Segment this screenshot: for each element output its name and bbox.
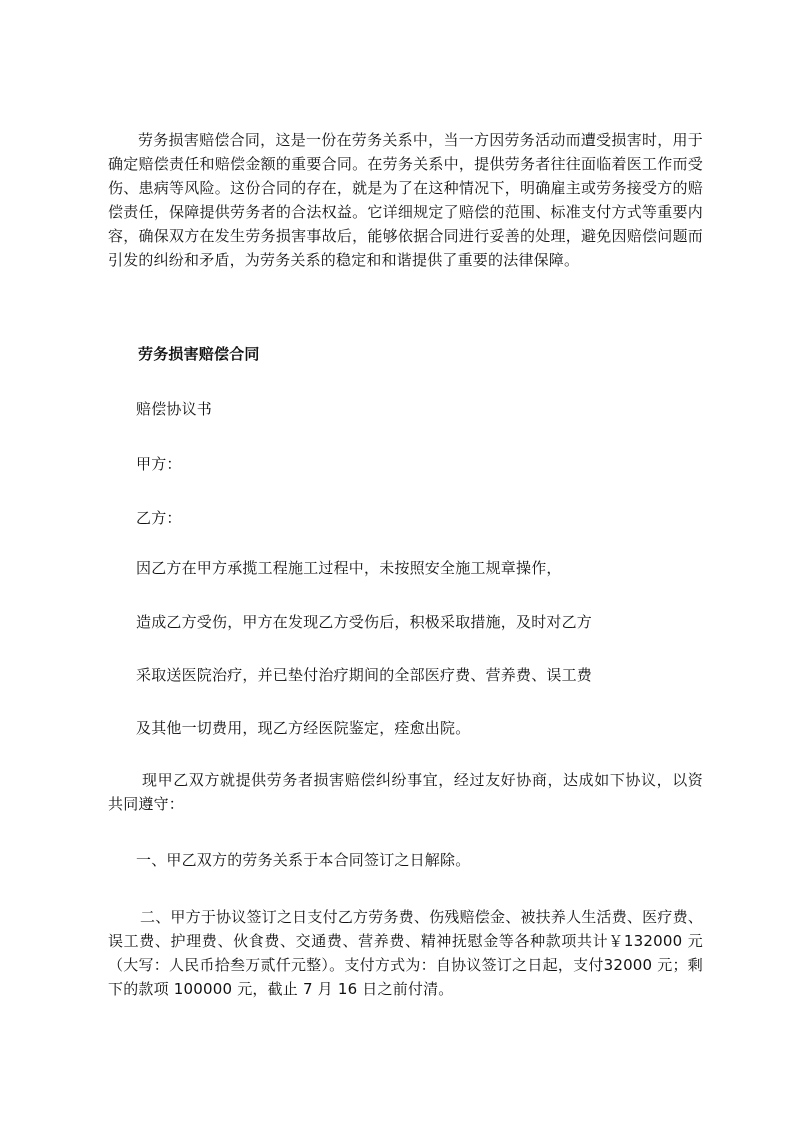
body-line-3: 采取送医院治疗，并已垫付治疗期间的全部医疗费、营养费、误工费: [136, 666, 593, 684]
clause-1: 一、甲乙双方的劳务关系于本合同签订之日解除。: [136, 851, 471, 869]
party-b-label: 乙方：: [136, 509, 182, 527]
agreement-title: 赔偿协议书: [136, 400, 213, 418]
intro-paragraph: 劳务损害赔偿合同，这是一份在劳务关系中，当一方因劳务活动而遭受损害时，用于确定赔偿责任和赔偿金额的重要合同。在劳务关系中，提供劳务者往往面临着医工作而受伤、患病等风险。这份合同的存在，就是为了在这种情况下，明确雇主或劳务接受方的赔偿责任，保障提供劳务者的合法权益。它详细规定了赔偿的范围、标准支付方式等重要内容，确保双方在发生劳务损害事故后，能够依据合同进行妥善的处理，避免因赔偿问题而引发的纠纷和矛盾，为劳务关系的稳定和和谐提供了重要的法律保障。: [108, 131, 703, 269]
body-line-1: 因乙方在甲方承揽工程施工过程中，未按照安全施工规章操作，: [136, 559, 562, 577]
agreement-intro-paragraph: 现甲乙双方就提供劳务者损害赔偿纠纷事宜，经过友好协商，达成如下协议，以资共同遵守：: [108, 771, 703, 813]
contract-title: 劳务损害赔偿合同: [138, 345, 260, 363]
body-line-4: 及其他一切费用，现乙方经医院鉴定，痊愈出院。: [136, 719, 471, 737]
clause-2: 二、甲方于协议签订之日支付乙方劳务费、伤残赔偿金、被扶养人生活费、医疗费、误工费、护理费、伙食费、交通费、营养费、精神抚慰金等各种款项共计￥132000 元（大写：人民币拾叁万贰仟元整）。支付方式为：自协议签订之日起，支付32000 元；剩下的款项 100000 元，截止 7 月 16 日之前付清。: [108, 908, 703, 998]
party-a-label: 甲方：: [136, 455, 182, 473]
body-line-2: 造成乙方受伤，甲方在发现乙方受伤后，积极采取措施，及时对乙方: [136, 613, 593, 631]
